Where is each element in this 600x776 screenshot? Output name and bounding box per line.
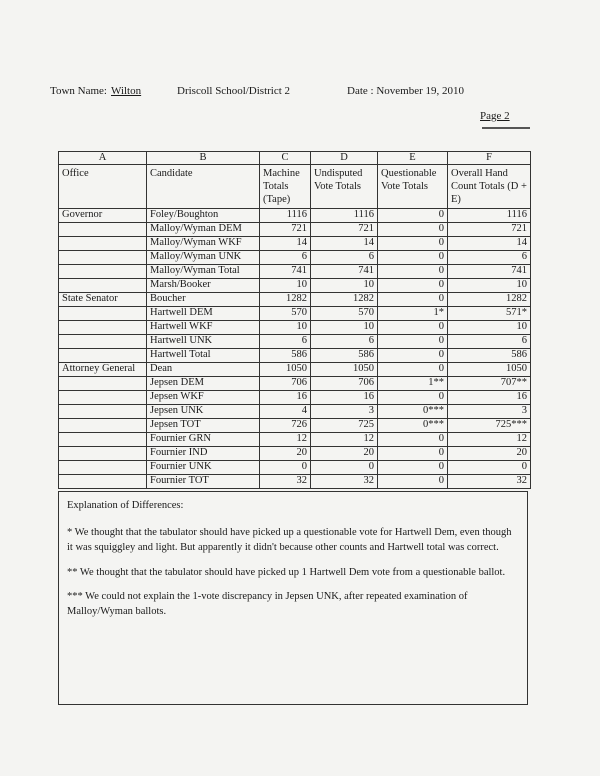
candidate-cell: Malloy/Wyman Total [147, 265, 260, 279]
count-cell: 4 [260, 405, 311, 419]
office-cell [59, 237, 147, 251]
candidate-cell: Boucher [147, 293, 260, 307]
table-row [59, 405, 531, 419]
count-cell: 1050 [260, 363, 311, 377]
candidate-cell: Jepsen UNK [147, 405, 260, 419]
table-row [59, 433, 531, 447]
table-row [59, 265, 531, 279]
table-row [59, 307, 531, 321]
count-cell: 0 [311, 461, 378, 475]
count-cell: 725 [311, 419, 378, 433]
candidate-cell: Foley/Boughton [147, 209, 260, 223]
count-cell: 1* [378, 307, 448, 321]
office-cell: Governor [59, 209, 147, 223]
count-cell: 0 [378, 265, 448, 279]
count-cell: 6 [260, 251, 311, 265]
count-cell: 0 [448, 461, 531, 475]
candidate-cell: Fournier TOT [147, 475, 260, 489]
column-header: Machine Totals (Tape) [260, 165, 311, 209]
count-cell: 741 [448, 265, 531, 279]
count-cell: 0 [378, 363, 448, 377]
count-cell: 1050 [311, 363, 378, 377]
explanation-note: * We thought that the tabulator should have picked up a questionable vote for Hartwell Dem, even though it was squiggley and light. But apparently it didn't because other counts and Hartwell total was correct. [67, 527, 512, 554]
count-cell: 16 [260, 391, 311, 405]
count-cell: 14 [448, 237, 531, 251]
count-cell: 12 [260, 433, 311, 447]
office-cell [59, 251, 147, 265]
count-cell: 1282 [311, 293, 378, 307]
explanation-box [58, 491, 528, 705]
count-cell: 20 [448, 447, 531, 461]
candidate-cell: Hartwell WKF [147, 321, 260, 335]
count-cell: 1116 [448, 209, 531, 223]
explanation-note: *** We could not explain the 1-vote discrepancy in Jepsen UNK, after repeated examination of Malloy/Wyman ballots. [67, 590, 468, 618]
count-cell: 706 [260, 377, 311, 391]
district-name: Driscoll School/District 2 [177, 85, 291, 97]
count-cell: 0 [378, 251, 448, 265]
count-cell: 10 [448, 321, 531, 335]
count-cell: 1** [378, 377, 448, 391]
office-cell [59, 335, 147, 349]
candidate-cell: Jepsen TOT [147, 419, 260, 433]
count-cell: 586 [260, 349, 311, 363]
count-cell: 0 [378, 293, 448, 307]
table-row [59, 363, 531, 377]
office-cell [59, 265, 147, 279]
table-row [59, 349, 531, 363]
column-letter: A [59, 152, 147, 165]
office-cell [59, 433, 147, 447]
count-cell: 3 [448, 405, 531, 419]
count-cell: 0 [378, 335, 448, 349]
count-cell: 20 [260, 447, 311, 461]
table-row [59, 279, 531, 293]
count-cell: 32 [311, 475, 378, 489]
office-cell: State Senator [59, 293, 147, 307]
column-letter: F [448, 152, 531, 165]
office-cell [59, 349, 147, 363]
candidate-cell: Jepsen WKF [147, 391, 260, 405]
candidate-cell: Jepsen DEM [147, 377, 260, 391]
count-cell: 725*** [448, 419, 531, 433]
table-row [59, 377, 531, 391]
page-underline-mark [482, 127, 530, 129]
column-header: Overall Hand Count Totals (D + E) [448, 165, 531, 209]
count-cell: 0 [378, 321, 448, 335]
explanation-title: Explanation of Differences: [67, 500, 184, 511]
table-row [59, 335, 531, 349]
office-cell [59, 405, 147, 419]
office-cell [59, 279, 147, 293]
count-cell: 1050 [448, 363, 531, 377]
count-cell: 10 [311, 279, 378, 293]
column-header: Office [59, 165, 147, 209]
candidate-cell: Fournier UNK [147, 461, 260, 475]
count-cell: 586 [448, 349, 531, 363]
candidate-cell: Fournier GRN [147, 433, 260, 447]
column-letter: E [378, 152, 448, 165]
count-cell: 0 [378, 433, 448, 447]
count-cell: 6 [448, 335, 531, 349]
count-cell: 0*** [378, 405, 448, 419]
count-cell: 721 [260, 223, 311, 237]
count-cell: 570 [311, 307, 378, 321]
office-cell [59, 461, 147, 475]
report-date: Date : November 19, 2010 [347, 85, 464, 97]
count-cell: 0 [378, 447, 448, 461]
count-cell: 6 [260, 335, 311, 349]
candidate-cell: Hartwell Total [147, 349, 260, 363]
count-cell: 10 [260, 321, 311, 335]
count-cell: 741 [311, 265, 378, 279]
count-cell: 570 [260, 307, 311, 321]
count-cell: 14 [260, 237, 311, 251]
count-cell: 726 [260, 419, 311, 433]
column-letter: C [260, 152, 311, 165]
count-cell: 586 [311, 349, 378, 363]
count-cell: 571* [448, 307, 531, 321]
office-cell [59, 475, 147, 489]
candidate-cell: Hartwell DEM [147, 307, 260, 321]
office-cell [59, 391, 147, 405]
count-cell: 721 [311, 223, 378, 237]
table-row [59, 251, 531, 265]
table-row [59, 461, 531, 475]
office-cell [59, 419, 147, 433]
count-cell: 16 [311, 391, 378, 405]
count-cell: 3 [311, 405, 378, 419]
count-cell: 6 [311, 335, 378, 349]
count-cell: 0 [378, 223, 448, 237]
count-cell: 10 [311, 321, 378, 335]
column-header-row [59, 165, 531, 209]
table-row [59, 447, 531, 461]
table-row [59, 419, 531, 433]
count-cell: 6 [311, 251, 378, 265]
column-header: Questionable Vote Totals [378, 165, 448, 209]
candidate-cell: Malloy/Wyman DEM [147, 223, 260, 237]
candidate-cell: Malloy/Wyman WKF [147, 237, 260, 251]
explanation-note: ** We thought that the tabulator should have picked up 1 Hartwell Dem vote from a questionable ballot. [67, 566, 506, 578]
table-row [59, 391, 531, 405]
office-cell [59, 447, 147, 461]
office-cell [59, 377, 147, 391]
candidate-cell: Malloy/Wyman UNK [147, 251, 260, 265]
column-letter: D [311, 152, 378, 165]
count-cell: 14 [311, 237, 378, 251]
count-cell: 0 [378, 237, 448, 251]
count-cell: 0 [378, 349, 448, 363]
office-cell: Attorney General [59, 363, 147, 377]
count-cell: 1116 [260, 209, 311, 223]
column-letter-row [59, 152, 531, 165]
column-header: Undisputed Vote Totals [311, 165, 378, 209]
count-cell: 0 [378, 461, 448, 475]
count-cell: 1116 [311, 209, 378, 223]
town-name: Wilton [111, 85, 142, 97]
candidate-cell: Dean [147, 363, 260, 377]
table-row [59, 293, 531, 307]
count-cell: 0 [260, 461, 311, 475]
count-cell: 32 [448, 475, 531, 489]
column-letter: B [147, 152, 260, 165]
count-cell: 10 [260, 279, 311, 293]
count-cell: 0 [378, 475, 448, 489]
table-row [59, 223, 531, 237]
table-row [59, 237, 531, 251]
count-cell: 741 [260, 265, 311, 279]
candidate-cell: Fournier IND [147, 447, 260, 461]
count-cell: 10 [448, 279, 531, 293]
town-label: Town Name: [50, 85, 107, 97]
office-cell [59, 223, 147, 237]
count-cell: 0 [378, 209, 448, 223]
column-header: Candidate [147, 165, 260, 209]
office-cell [59, 321, 147, 335]
candidate-cell: Hartwell UNK [147, 335, 260, 349]
vote-count-table [58, 151, 531, 489]
table-row [59, 321, 531, 335]
table-row [59, 209, 531, 223]
count-cell: 32 [260, 475, 311, 489]
page-number: Page 2 [480, 110, 510, 122]
count-cell: 707** [448, 377, 531, 391]
count-cell: 0 [378, 279, 448, 293]
count-cell: 706 [311, 377, 378, 391]
count-cell: 12 [311, 433, 378, 447]
count-cell: 0*** [378, 419, 448, 433]
count-cell: 721 [448, 223, 531, 237]
count-cell: 0 [378, 391, 448, 405]
count-cell: 20 [311, 447, 378, 461]
count-cell: 16 [448, 391, 531, 405]
count-cell: 1282 [448, 293, 531, 307]
candidate-cell: Marsh/Booker [147, 279, 260, 293]
count-cell: 12 [448, 433, 531, 447]
count-cell: 1282 [260, 293, 311, 307]
office-cell [59, 307, 147, 321]
table-row [59, 475, 531, 489]
count-cell: 6 [448, 251, 531, 265]
